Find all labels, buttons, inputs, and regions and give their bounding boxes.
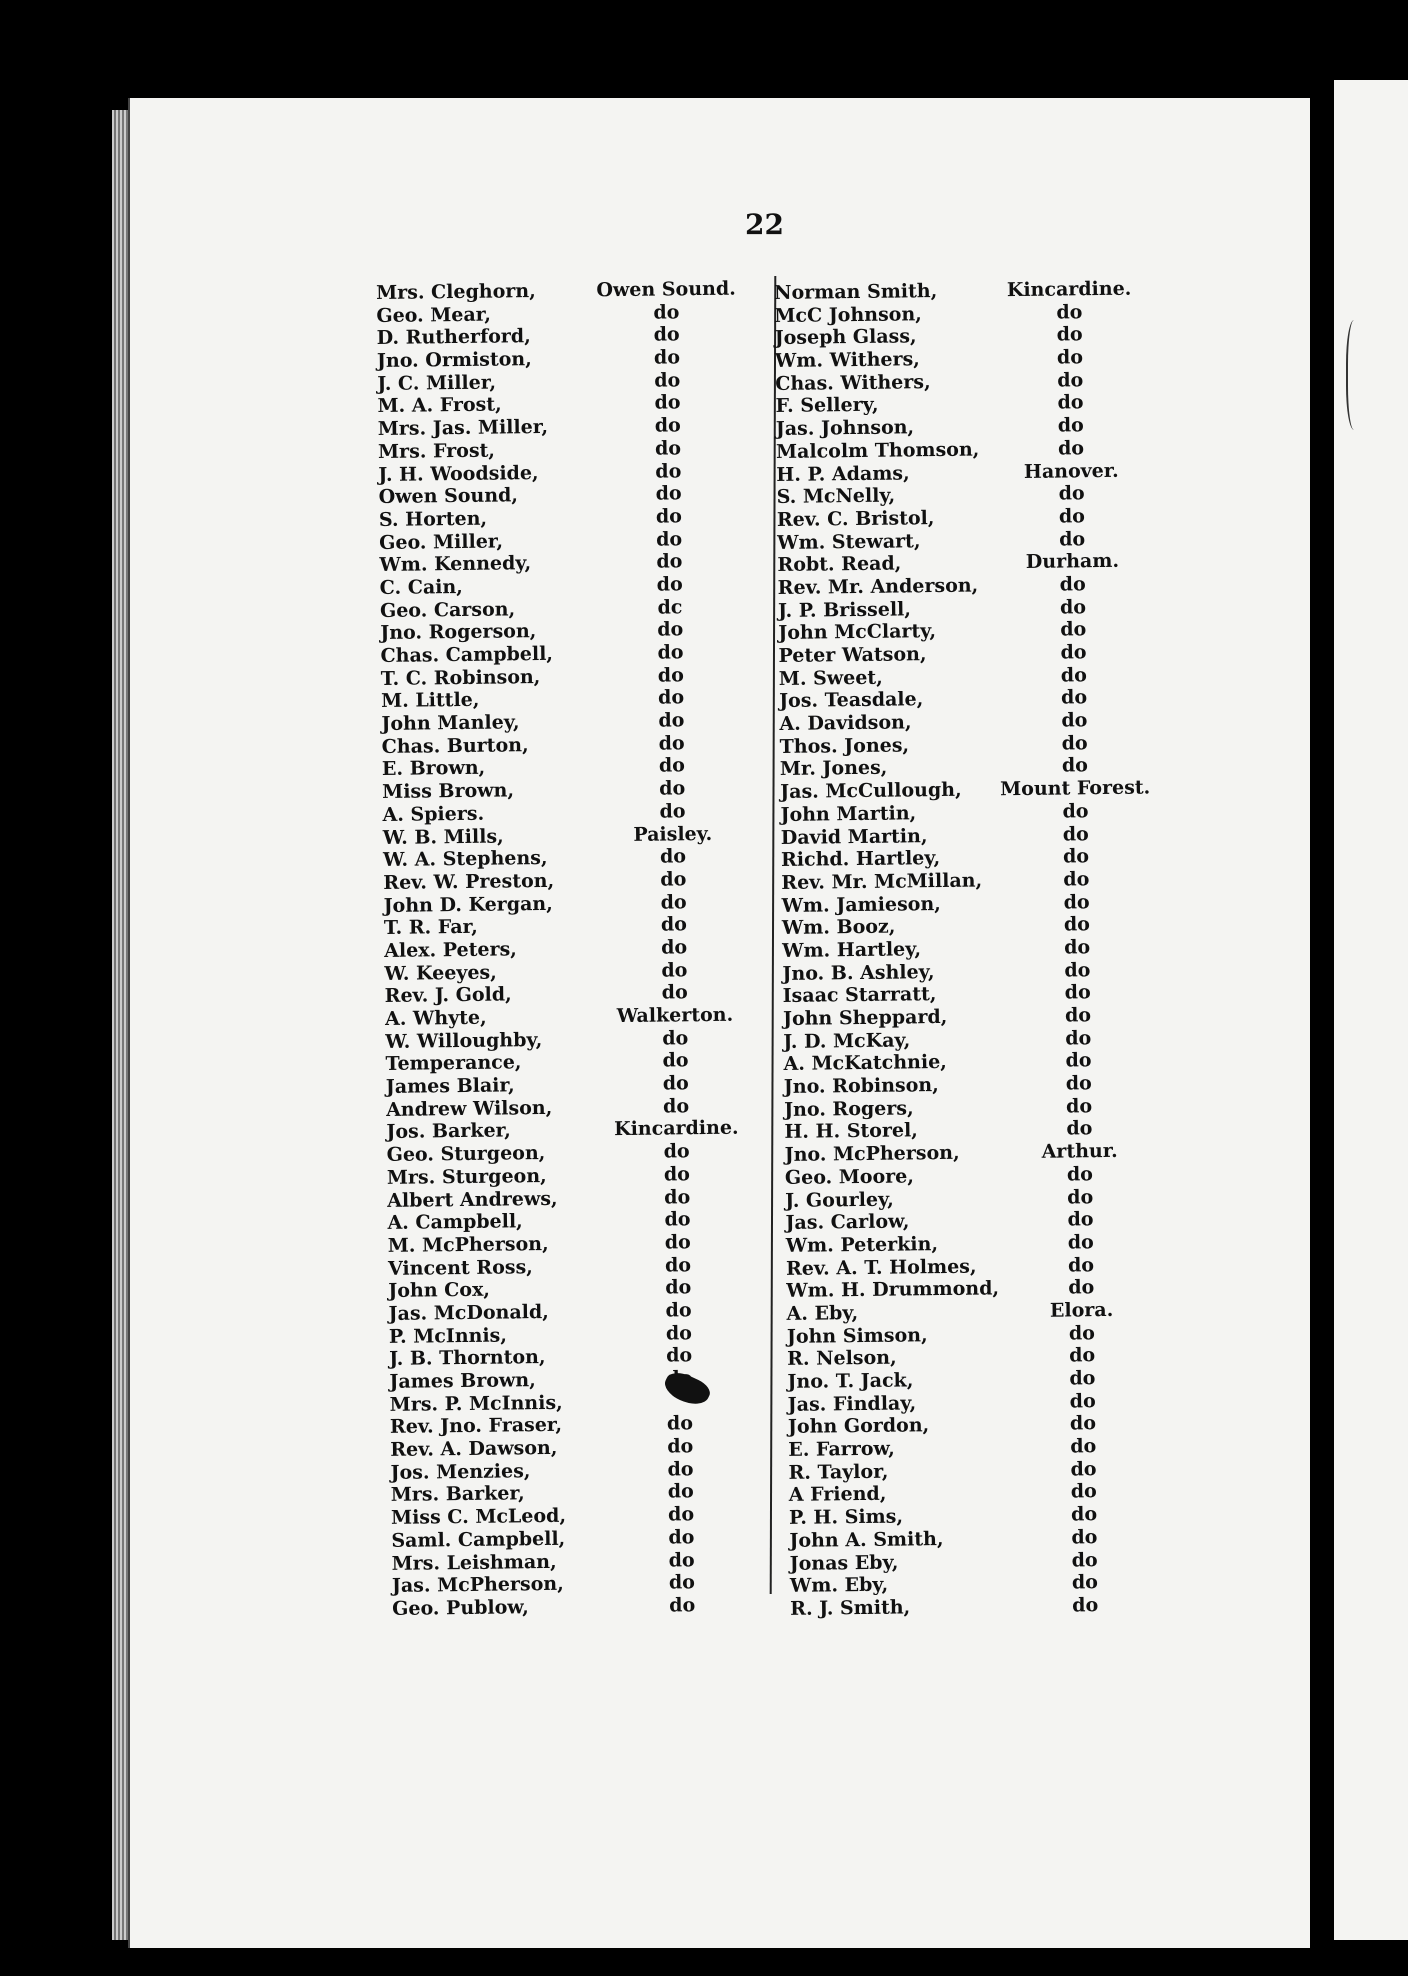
subscriber-place: Walkerton. (616, 1003, 734, 1028)
subscriber-name: John McClarty, (778, 620, 937, 645)
subscriber-name: Rev. Mr. McMillan, (781, 869, 983, 894)
subscriber-place: do (1071, 1548, 1098, 1571)
subscriber-name: S. Horten, (378, 507, 488, 531)
subscriber-place: do (1064, 1004, 1092, 1027)
subscriber-place: do (1060, 663, 1087, 687)
subscriber-place: do (1067, 1253, 1095, 1277)
subscriber-name: A. Davidson, (779, 711, 912, 736)
subscriber-name: Jno. McPherson, (784, 1141, 960, 1167)
subscriber-name: Geo. Carson, (379, 597, 516, 622)
subscriber-place: do (1071, 1571, 1099, 1594)
subscriber-name: Mrs. Frost, (377, 439, 496, 463)
subscriber-name: Wm. Stewart, (777, 529, 921, 554)
subscriber-place: do (1067, 1185, 1094, 1208)
subscriber-place: do (1068, 1276, 1095, 1299)
subscriber-name: A. Campbell, (387, 1210, 523, 1235)
subscriber-name: Thos. Jones, (779, 734, 910, 758)
subscriber-place: do (655, 459, 682, 483)
subscriber-name: Jno. Ormiston, (376, 348, 532, 373)
subscriber-place: do (653, 300, 680, 324)
subscriber-name: Wm. Withers, (774, 348, 920, 373)
subscriber-name: M. McPherson, (387, 1232, 549, 1257)
subscriber-name: D. Rutherford, (376, 325, 531, 350)
subscriber-name: Joseph Glass, (774, 325, 917, 350)
subscriber-place: do (667, 1503, 695, 1526)
subscriber-name: Mrs. Leishman, (391, 1550, 557, 1575)
subscriber-name: E. Farrow, (788, 1437, 895, 1461)
subscriber-name: R. Taylor, (788, 1460, 889, 1484)
subscriber-place: do (1069, 1367, 1096, 1390)
subscriber-place: do (669, 1594, 696, 1617)
subscriber-name: Rev. C. Bristol, (776, 506, 935, 531)
subscriber-place: do (667, 1457, 694, 1481)
subscriber-name: Jos. Menzies, (390, 1459, 531, 1484)
subscriber-place: do (655, 482, 682, 505)
subscriber-place: Kincardine. (614, 1117, 739, 1141)
subscriber-name: Chas. Burton, (381, 733, 529, 758)
subscriber-place: do (656, 573, 683, 596)
page-number: 22 (745, 208, 784, 241)
subscriber-name: Rev. Jno. Fraser, (389, 1414, 563, 1439)
subscriber-place: do (662, 1026, 689, 1050)
subscriber-place: do (1059, 573, 1086, 596)
subscriber-name: Geo. Moore, (784, 1165, 915, 1189)
subscriber-name: H. P. Adams, (776, 461, 910, 486)
subscriber-place: do (1057, 391, 1084, 414)
subscriber-place: do (665, 1321, 692, 1345)
subscriber-name: John D. Kergan, (383, 892, 553, 917)
subscriber-place: do (661, 981, 688, 1004)
subscriber-place: do (1069, 1389, 1096, 1413)
subscriber-place: do (668, 1526, 695, 1549)
subscriber-place: do (668, 1571, 696, 1594)
subscriber-place: do (665, 1299, 692, 1322)
subscriber-name: John Sheppard, (782, 1005, 948, 1030)
subscriber-name: James Blair, (385, 1074, 515, 1099)
subscriber-place: do (661, 958, 688, 982)
subscriber-name: M. Sweet, (778, 666, 883, 690)
subscriber-place: do (658, 709, 685, 732)
subscriber-place: Durham. (1025, 550, 1120, 574)
subscriber-name: Saml. Campbell, (391, 1527, 566, 1552)
subscriber-name: A Friend, (788, 1483, 887, 1507)
subscriber-place: do (668, 1548, 695, 1572)
subscriber-place: do (663, 1163, 691, 1186)
subscriber-place: do (1056, 346, 1084, 369)
subscriber-name: Rev. Mr. Anderson, (777, 574, 979, 599)
subscriber-place: Paisley. (633, 822, 713, 846)
subscriber-name: J. B. Thornton, (389, 1346, 546, 1371)
subscriber-place: do (1064, 958, 1091, 982)
subscriber-name: Jno. Rogerson, (380, 620, 537, 645)
subscriber-name: Rev. J. Gold, (384, 983, 512, 1008)
subscriber-place: do (1058, 505, 1086, 528)
subscriber-name: Jas. McDonald, (388, 1300, 549, 1325)
subscriber-name: Richd. Hartley, (780, 847, 941, 872)
subscriber-place: do (659, 800, 686, 823)
subscriber-name: T. C. Robinson, (380, 665, 541, 690)
subscriber-place: do (1062, 822, 1089, 846)
subscriber-name: Rev. W. Preston, (383, 869, 555, 894)
subscriber-name: Chas. Campbell, (380, 642, 554, 667)
subscriber-name: Albert Andrews, (387, 1187, 558, 1212)
subscriber-name: J. Gourley, (785, 1188, 894, 1212)
subscriber-name: Jas. Johnson, (775, 416, 915, 441)
subscriber-place: do (660, 868, 687, 891)
subscriber-place: do (658, 732, 685, 755)
subscriber-place: Kincardine. (1006, 277, 1132, 302)
subscriber-place: do (1067, 1208, 1094, 1231)
subscriber-place: do (662, 1072, 689, 1095)
subscriber-place: do (657, 618, 684, 641)
subscriber-place: Hanover. (1023, 459, 1119, 483)
subscriber-name: R. J. Smith, (790, 1596, 911, 1620)
subscriber-place: do (661, 936, 688, 959)
subscriber-place: do (1062, 800, 1089, 823)
subscriber-name: R. Nelson, (787, 1346, 897, 1371)
subscriber-name: Wm. Kennedy, (379, 552, 532, 577)
subscriber-name: Geo. Mear, (376, 303, 492, 327)
subscriber-place: do (663, 1140, 690, 1163)
subscriber-place: do (1056, 323, 1083, 346)
subscriber-name: Jas. McCullough, (780, 778, 962, 804)
subscriber-place: do (664, 1208, 691, 1231)
subscriber-place: do (664, 1185, 691, 1209)
subscriber-place: do (1063, 913, 1090, 936)
subscriber-place: do (654, 391, 681, 415)
subscriber-name: A. Spiers. (382, 802, 485, 826)
subscriber-place: do (658, 754, 686, 778)
subscriber-name: C. Cain, (379, 575, 463, 599)
subscriber-name: Geo. Sturgeon, (386, 1142, 546, 1167)
subscriber-place: do (1068, 1321, 1095, 1345)
subscriber-place: do (1059, 527, 1086, 551)
subscriber-place: do (1065, 1072, 1092, 1095)
subscriber-place: do (1057, 414, 1084, 437)
subscriber-name: J. H. Woodside, (378, 461, 539, 486)
subscriber-name: J. C. Miller, (377, 371, 497, 395)
subscriber-place: do (1065, 1026, 1092, 1050)
subscriber-place: do (653, 323, 680, 346)
subscriber-name: Jos. Barker, (386, 1119, 511, 1144)
subscriber-name: Alex. Peters, (384, 938, 517, 962)
book-gutter (1312, 80, 1334, 1950)
paper-crease (1346, 320, 1366, 430)
subscriber-name: McC Johnson, (774, 302, 922, 327)
subscriber-place: do (659, 845, 687, 868)
subscriber-name: Peter Watson, (778, 643, 927, 667)
subscriber-place: Arthur. (1041, 1139, 1118, 1163)
subscriber-name: J. P. Brissell, (777, 597, 912, 622)
subscriber-place: do (1062, 845, 1090, 868)
subscriber-name: Wm. Peterkin, (785, 1232, 939, 1257)
subscriber-place: do (1059, 595, 1087, 619)
subscriber-place: do (1065, 1094, 1093, 1118)
subscriber-place: do (1061, 731, 1088, 755)
subscriber-name: Jos. Teasdale, (778, 688, 924, 713)
subscriber-name: A. McKatchnie, (783, 1051, 947, 1076)
subscriber-place: do (1063, 868, 1090, 891)
subscriber-name: Norman Smith, (774, 280, 938, 304)
subscriber-place: do (664, 1231, 691, 1254)
subscriber-name: E. Brown, (381, 757, 486, 781)
subscriber-place: do (1060, 686, 1088, 709)
subscriber-name: Wm. Eby, (789, 1573, 889, 1598)
subscriber-place: dc (657, 595, 683, 619)
subscriber-place: do (659, 777, 686, 800)
subscriber-name: Miss C. McLeod, (390, 1504, 567, 1530)
subscriber-place: Owen Sound. (596, 277, 736, 302)
subscriber-name: Jas. Carlow, (785, 1210, 910, 1235)
subscriber-name: Wm. Booz, (781, 915, 896, 940)
subscriber-name: F. Sellery, (775, 394, 879, 418)
subscriber-name: Wm. Jamieson, (781, 892, 941, 917)
subscriber-name: Isaac Starratt, (782, 983, 937, 1008)
subscriber-name: Wm. H. Drummond, (786, 1277, 1000, 1303)
subscriber-name: Temperance, (385, 1051, 522, 1076)
subscriber-name: Malcolm Thomson, (775, 438, 980, 463)
right-column (774, 277, 1190, 1620)
subscriber-name: Rev. A. Dawson, (390, 1436, 558, 1461)
subscriber-place: do (1070, 1457, 1097, 1481)
subscriber-name: Jonas Eby, (789, 1551, 899, 1575)
subscriber-name: Jno. Rogers, (783, 1097, 914, 1121)
subscriber-place: do (1057, 437, 1085, 460)
subscriber-place: do (1064, 936, 1091, 959)
subscriber-place: do (654, 369, 681, 392)
subscriber-place: do (1060, 618, 1087, 641)
subscriber-name: Jno. T. Jack, (787, 1369, 914, 1393)
subscriber-place: do (1070, 1480, 1097, 1503)
subscriber-place: do (1056, 300, 1083, 324)
subscriber-place: do (666, 1344, 693, 1367)
subscriber-place: do (654, 437, 682, 460)
subscriber-place: do (1058, 482, 1085, 505)
list-item (790, 1593, 1190, 1621)
subscriber-place: do (1070, 1435, 1097, 1458)
subscriber-name: John Simson, (786, 1323, 928, 1348)
subscriber-name: Mrs. Barker, (390, 1482, 525, 1507)
subscriber-name: John Martin, (780, 802, 917, 826)
subscriber-place: do (1066, 1117, 1093, 1140)
subscriber-name: P. McInnis, (388, 1324, 508, 1348)
subscriber-name: Jno. B. Ashley, (782, 960, 935, 985)
subscriber-name: Mr. Jones, (779, 757, 888, 781)
subscriber-place: do (664, 1253, 692, 1277)
subscriber-name: Chas. Withers, (775, 370, 931, 395)
subscriber-place: do (662, 1094, 690, 1118)
subscriber-place: do (1065, 1049, 1092, 1072)
subscriber-name: John A. Smith, (789, 1527, 944, 1552)
subscriber-name: Vincent Ross, (387, 1255, 533, 1280)
subscriber-place: do (667, 1435, 694, 1458)
subscriber-name: Geo. Publow, (392, 1596, 529, 1620)
subscriber-name: John Manley, (381, 711, 520, 736)
subscriber-name: Jas. McPherson, (391, 1572, 564, 1598)
subscriber-place: do (1072, 1594, 1099, 1617)
subscriber-name: S. McNelly, (776, 484, 896, 509)
subscriber-name: Owen Sound, (378, 484, 519, 509)
subscriber-place: do (657, 686, 685, 709)
subscriber-place: do (662, 1049, 689, 1072)
subscriber-name: Jas. Findlay, (787, 1392, 917, 1416)
subscriber-place: do (655, 505, 683, 528)
subscriber-name: John Gordon, (787, 1414, 930, 1439)
subscriber-name: David Martin, (780, 824, 928, 849)
subscriber-place: do (1060, 641, 1087, 664)
subscriber-place: do (667, 1480, 694, 1503)
subscriber-place: do (666, 1412, 694, 1435)
subscriber-place: do (665, 1276, 692, 1299)
subscriber-place: do (1070, 1503, 1098, 1526)
subscriber-name: M. Little, (380, 689, 480, 713)
subscriber-name: A. Eby, (786, 1301, 859, 1325)
subscriber-place: do (656, 527, 683, 551)
subscriber-name: H. H. Storel, (784, 1119, 918, 1144)
subscriber-place: do (660, 890, 687, 914)
subscriber-name: Wm. Hartley, (782, 938, 922, 962)
subscriber-name: Mrs. Jas. Miller, (377, 416, 549, 441)
subscriber-place: Elora. (1049, 1298, 1114, 1322)
list-item (392, 1593, 772, 1620)
subscriber-name: W. Willoughby, (385, 1028, 543, 1053)
subscriber-place: do (1061, 754, 1089, 777)
subscriber-place: do (660, 913, 687, 936)
subscriber-name: James Brown, (389, 1369, 536, 1393)
subscriber-place: do (1057, 368, 1084, 392)
subscriber-place: do (1067, 1231, 1094, 1254)
subscriber-place: do (1063, 890, 1090, 914)
subscriber-name: J. D. McKay, (783, 1029, 911, 1053)
subscriber-name: T. R. Far, (383, 916, 478, 940)
left-column (376, 277, 772, 1620)
subscriber-place: do (657, 663, 684, 687)
subscriber-place: do (654, 414, 681, 437)
subscriber-name: M. A. Frost, (377, 393, 502, 418)
subscriber-name: W. B. Mills, (382, 824, 504, 849)
subscriber-name: Mrs. P. McInnis, (389, 1391, 563, 1416)
subscriber-place: do (1071, 1525, 1098, 1549)
subscriber-name: Geo. Miller, (379, 530, 504, 554)
subscriber-name: A. Whyte, (384, 1006, 487, 1030)
subscriber-name: Mrs. Cleghorn, (376, 280, 536, 304)
subscriber-place: do (1069, 1412, 1097, 1435)
subscriber-place: do (1066, 1162, 1094, 1186)
subscriber-name: Jno. Robinson, (783, 1074, 939, 1099)
subscriber-name: W. A. Stephens, (382, 847, 548, 872)
subscriber-place: do (657, 641, 684, 664)
subscriber-place: do (1061, 709, 1088, 732)
subscriber-name: Andrew Wilson, (385, 1096, 553, 1121)
subscriber-name: Robt. Read, (777, 552, 902, 577)
subscriber-name: Rev. A. T. Holmes, (785, 1255, 977, 1280)
subscriber-place: do (1069, 1344, 1096, 1367)
subscriber-name: John Cox, (388, 1278, 491, 1303)
subscriber-place: do (1064, 981, 1091, 1004)
subscriber-name: P. H. Sims, (788, 1505, 904, 1530)
subscriber-place: do (656, 550, 683, 573)
subscriber-place: Mount Forest. (1000, 776, 1151, 801)
subscriber-place: do (653, 346, 681, 369)
subscriber-name: Mrs. Sturgeon, (386, 1164, 547, 1189)
page-edge (112, 110, 128, 1940)
subscriber-name: W. Keeyes, (384, 961, 497, 985)
subscriber-name: Miss Brown, (382, 779, 515, 804)
